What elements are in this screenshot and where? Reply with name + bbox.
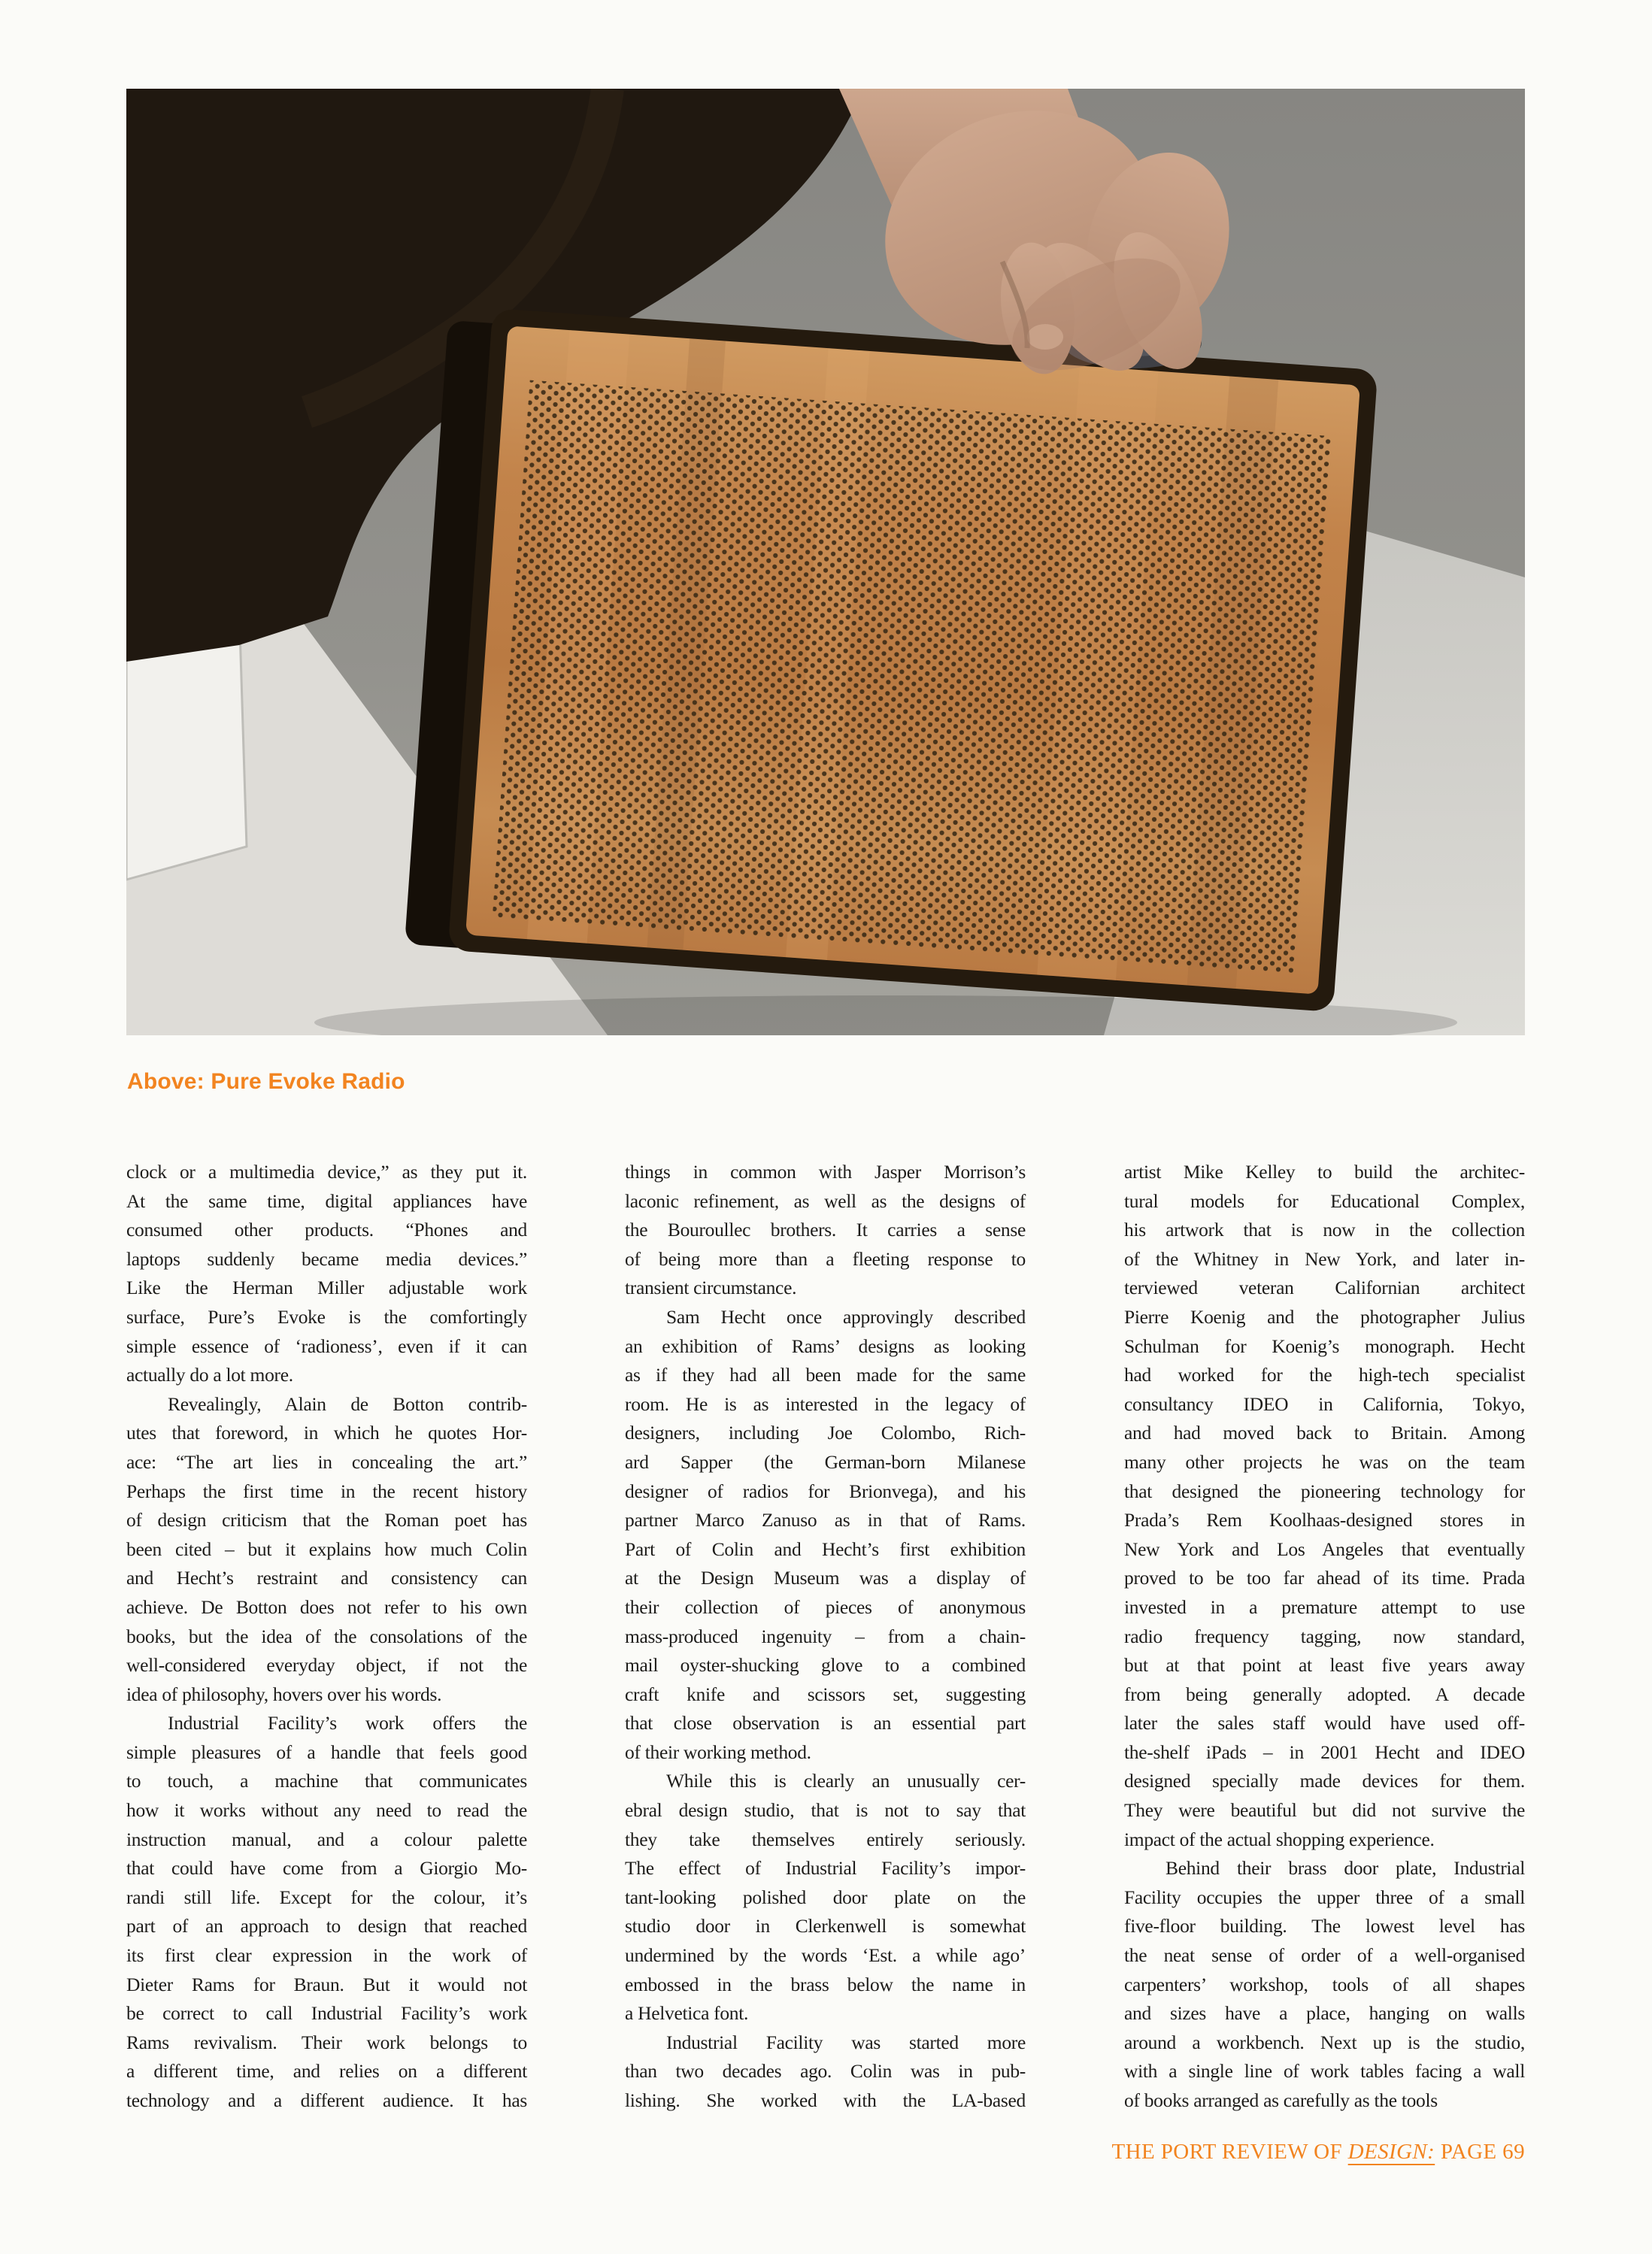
text-line: ard Sapper (the German-born Milanese (625, 1450, 1026, 1473)
text-line: technology and a different audience. It has (126, 2089, 527, 2111)
article-column (625, 1158, 1026, 2116)
text-line: carpenters’ workshop, tools of all shapes (1124, 1973, 1525, 1995)
text-line: artist Mike Kelley to build the architec- (1124, 1161, 1525, 1183)
text-line: tant-looking polished door plate on the (625, 1886, 1026, 1908)
text-line: invested in a premature attempt to use (1124, 1595, 1525, 1618)
text-line: laconic refinement, as well as the designs of (625, 1189, 1026, 1212)
text-line: the neat sense of order of a well-organised (1124, 1944, 1525, 1967)
text-line: later the sales staff would have used off- (1124, 1712, 1525, 1734)
text-line: part of an approach to design that reached (126, 1915, 527, 1937)
text-line: books, but the idea of the consolations of the (126, 1625, 527, 1647)
text-line: been cited – but it explains how much Colin (126, 1538, 527, 1560)
text-line: had worked for the high-tech specialist (1124, 1364, 1525, 1386)
text-line: and Hecht’s restraint and consistency can (126, 1567, 527, 1589)
text-line: that designed the pioneering technology for (1124, 1480, 1525, 1502)
text-line: Industrial Facility was started more (666, 2031, 1026, 2053)
text-line: of their working method. (625, 1740, 811, 1763)
text-line: ebral design studio, that is not to say that (625, 1799, 1026, 1822)
text-line: how it works without any need to read the (126, 1799, 527, 1822)
text-line: than two decades ago. Colin was in pub- (625, 2060, 1026, 2083)
text-line: laptops suddenly became media devices.” (126, 1247, 527, 1270)
text-line: actually do a lot more. (126, 1364, 293, 1386)
text-line: Pierre Koenig and the photographer Julius (1124, 1305, 1525, 1328)
text-line: around a workbench. Next up is the studio, (1124, 2031, 1525, 2053)
text-line: Like the Herman Miller adjustable work (126, 1277, 527, 1299)
footer-page-number: PAGE 69 (1435, 2140, 1525, 2164)
text-line: Revealingly, Alain de Botton contrib- (168, 1392, 527, 1415)
text-line: designer of radios for Brionvega), and his (625, 1480, 1026, 1502)
text-line: that close observation is an essential part (625, 1712, 1026, 1734)
text-line: mail oyster-shucking glove to a combined (625, 1654, 1026, 1677)
text-line: mass-produced ingenuity – from a chain- (625, 1625, 1026, 1647)
text-line: transient circumstance. (625, 1277, 797, 1299)
photo-pure-evoke-radio (126, 89, 1525, 1035)
text-line: that could have come from a Giorgio Mo- (126, 1857, 527, 1880)
text-line: instruction manual, and a colour palette (126, 1828, 527, 1850)
text-line: designers, including Joe Colombo, Rich- (625, 1422, 1026, 1444)
text-line: of books arranged as carefully as the tools (1124, 2089, 1438, 2111)
text-line: idea of philosophy, hovers over his words. (126, 1683, 442, 1705)
text-line: lishing. She worked with the LA-based (625, 2089, 1026, 2111)
text-line: Facility occupies the upper three of a small (1124, 1886, 1525, 1908)
text-line: studio door in Clerkenwell is somewhat (625, 1915, 1026, 1937)
article-body (126, 1158, 1525, 2120)
text-line: They were beautiful but did not survive the (1124, 1799, 1525, 1822)
text-line: embossed in the brass below the name in (625, 1973, 1026, 1995)
text-line: designed specially made devices for them. (1124, 1770, 1525, 1792)
text-line: Perhaps the first time in the recent history (126, 1480, 527, 1502)
text-line: their collection of pieces of anonymous (625, 1595, 1026, 1618)
text-line: Rams revivalism. Their work belongs to (126, 2031, 527, 2053)
text-line: undermined by the words ‘Est. a while ago’ (625, 1944, 1026, 1967)
text-line: be correct to call Industrial Facility’s work (126, 2002, 527, 2025)
text-line: While this is clearly an unusually cer- (666, 1770, 1026, 1792)
text-line: and sizes have a place, hanging on walls (1124, 2002, 1525, 2025)
text-line: utes that foreword, in which he quotes Hor- (126, 1422, 527, 1444)
text-line: consumed other products. “Phones and (126, 1219, 527, 1241)
text-line: Industrial Facility’s work offers the (168, 1712, 527, 1734)
text-line: craft knife and scissors set, suggesting (625, 1683, 1026, 1705)
text-line: Schulman for Koenig’s monograph. Hecht (1124, 1335, 1525, 1357)
text-line: the Bouroullec brothers. It carries a sense (625, 1219, 1026, 1241)
text-line: a Helvetica font. (625, 2002, 749, 2025)
text-line: of being more than a fleeting response to (625, 1247, 1026, 1270)
photo-illustration (126, 89, 1525, 1035)
text-line: tural models for Educational Complex, (1124, 1189, 1525, 1212)
text-line: room. He is as interested in the legacy of (625, 1392, 1026, 1415)
text-line: simple essence of ‘radioness’, even if it can (126, 1335, 527, 1357)
text-line: of design criticism that the Roman poet has (126, 1509, 527, 1531)
text-line: an exhibition of Rams’ designs as looking (625, 1335, 1026, 1357)
article-column (1124, 1158, 1525, 2116)
text-line: simple pleasures of a handle that feels good (126, 1740, 527, 1763)
text-line: radio frequency tagging, now standard, (1124, 1625, 1525, 1647)
text-line: the-shelf iPads – in 2001 Hecht and IDEO (1124, 1740, 1525, 1763)
text-line: Prada’s Rem Koolhaas-designed stores in (1124, 1509, 1525, 1531)
text-line: five-floor building. The lowest level has (1124, 1915, 1525, 1937)
text-line: things in common with Jasper Morrison’s (625, 1161, 1026, 1183)
text-line: Behind their brass door plate, Industrial (1165, 1857, 1525, 1880)
text-line: ace: “The art lies in concealing the art.” (126, 1450, 527, 1473)
text-line: impact of the actual shopping experience. (1124, 1828, 1435, 1850)
text-line: but at that point at least five years away (1124, 1654, 1525, 1677)
text-line: New York and Los Angeles that eventually (1124, 1538, 1525, 1560)
text-line: at the Design Museum was a display of (625, 1567, 1026, 1589)
text-line: and had moved back to Britain. Among (1124, 1422, 1525, 1444)
text-line: At the same time, digital appliances have (126, 1189, 527, 1212)
text-line: terviewed veteran Californian architect (1124, 1277, 1525, 1299)
photo-caption: Above: Pure Evoke Radio (127, 1069, 405, 1094)
text-line: consultancy IDEO in California, Tokyo, (1124, 1392, 1525, 1415)
text-line: randi still life. Except for the colour, it’s (126, 1886, 527, 1908)
text-line: many other projects he was on the team (1124, 1450, 1525, 1473)
text-line: partner Marco Zanuso as in that of Rams. (625, 1509, 1026, 1531)
text-line: Sam Hecht once approvingly described (666, 1305, 1026, 1328)
text-line: its first clear expression in the work of (126, 1944, 527, 1967)
text-line: a different time, and relies on a different (126, 2060, 527, 2083)
text-line: with a single line of work tables facing a wall (1124, 2060, 1525, 2083)
article-column (126, 1158, 527, 2116)
text-line: Dieter Rams for Braun. But it would not (126, 1973, 527, 1995)
text-line: Part of Colin and Hecht’s first exhibition (625, 1538, 1026, 1560)
page-footer (1112, 2140, 1525, 2165)
speaker-grille (493, 380, 1331, 974)
text-line: from being generally adopted. A decade (1124, 1683, 1525, 1705)
text-line: to touch, a machine that communicates (126, 1770, 527, 1792)
text-line: his artwork that is now in the collection (1124, 1219, 1525, 1241)
text-line: surface, Pure’s Evoke is the comfortingly (126, 1305, 527, 1328)
speaker-illustration (405, 305, 1378, 1012)
text-line: they take themselves entirely seriously. (625, 1828, 1026, 1850)
text-line: well-considered everyday object, if not the (126, 1654, 527, 1677)
footer-magazine-title: DESIGN: (1347, 2140, 1435, 2164)
text-line: of the Whitney in New York, and later in- (1124, 1247, 1525, 1270)
text-line: achieve. De Botton does not refer to his own (126, 1595, 527, 1618)
text-line: as if they had all been made for the same (625, 1364, 1026, 1386)
text-line: The effect of Industrial Facility’s impor- (625, 1857, 1026, 1880)
footer-prefix: THE PORT REVIEW OF (1111, 2140, 1348, 2164)
text-line: proved to be too far ahead of its time. Prada (1124, 1567, 1525, 1589)
text-line: clock or a multimedia device,” as they put it. (126, 1161, 527, 1183)
